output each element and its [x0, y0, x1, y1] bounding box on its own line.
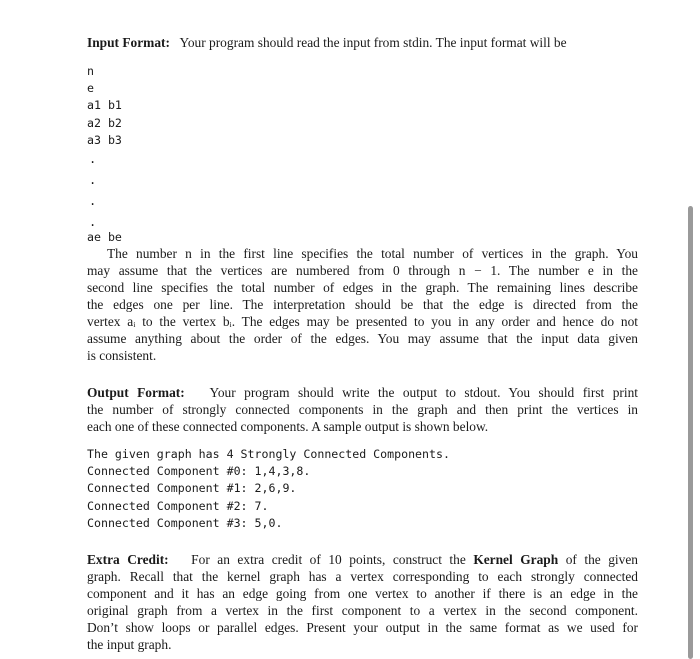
description-line: second line specifies the total number of edges in the graph. The remaining lines describe: [87, 280, 638, 295]
vertical-scrollbar[interactable]: [688, 206, 693, 659]
description-line: assume anything about the order of the edges. You may assume that the input data given: [87, 331, 638, 346]
output-format-paragraph: [87, 384, 638, 435]
description-line: the edges one per line. The interpretation should be that the edge is directed from the: [87, 297, 638, 312]
sample-output-code: [87, 446, 450, 532]
code-line: ae be: [87, 229, 122, 244]
sample-output-line: Connected Component #0: 1,4,3,8.: [87, 464, 311, 479]
extra-credit-line: component and it has an edge going from one vertex to another if there is an edge in the: [87, 586, 638, 601]
input-format-heading: Input Format:: [87, 35, 170, 50]
extra-credit-line: graph. Recall that the kernel graph has a vertex corresponding to each strongly connected: [87, 569, 638, 584]
input-format-paragraph: [87, 34, 638, 51]
code-line: e: [87, 81, 94, 96]
extra-credit-line: Don’t show loops or parallel edges. Present your output in the same format as we used for: [87, 620, 638, 635]
sample-output-line: Connected Component #3: 5,0.: [87, 515, 283, 530]
code-line: a1 b1: [87, 98, 122, 113]
input-description: [87, 245, 638, 364]
output-format-heading: Output Format:: [87, 385, 185, 400]
ellipsis-dot: .: [89, 172, 97, 187]
ellipsis-dot: .: [89, 193, 97, 208]
extra-credit-text: of the given: [565, 552, 638, 567]
extra-credit-line: original graph from a vertex in the first component to a vertex in the second component.: [87, 603, 638, 618]
sample-output-line: The given graph has 4 Strongly Connected Components.: [87, 447, 450, 461]
description-line: vertex aᵢ to the vertex bᵢ. The edges may be presented to you in any order and hence do not: [87, 314, 638, 329]
description-line: may assume that the vertices are numbered from 0 through n − 1. The number e in the: [87, 263, 638, 278]
sample-output-line: Connected Component #2: 7.: [87, 498, 269, 513]
output-format-line: Your program should write the output to stdout. You should first print: [209, 385, 638, 400]
kernel-graph-term: Kernel Graph: [473, 552, 559, 567]
description-line: is consistent.: [87, 348, 157, 363]
output-format-line: each one of these connected components. A sample output is shown below.: [87, 419, 489, 434]
sample-output-line: Connected Component #1: 2,6,9.: [87, 481, 297, 496]
input-format-code: [87, 63, 122, 246]
ellipsis-dot: .: [89, 214, 97, 229]
extra-credit-text: For an extra credit of 10 points, construct the: [191, 552, 466, 567]
code-line: n: [87, 64, 94, 78]
description-line: The number n in the first line specifies the total number of vertices in the graph. You: [107, 246, 638, 261]
code-line: a2 b2: [87, 115, 122, 130]
code-line: a3 b3: [87, 132, 122, 147]
input-format-intro: Your program should read the input from stdin. The input format will be: [179, 35, 567, 50]
extra-credit-heading: Extra Credit:: [87, 552, 169, 567]
extra-credit-paragraph: [87, 551, 638, 653]
extra-credit-line: the input graph.: [87, 637, 172, 652]
output-format-line: the number of strongly connected components in the graph and then print the vertices in: [87, 402, 638, 417]
ellipsis-dot: .: [89, 151, 97, 166]
